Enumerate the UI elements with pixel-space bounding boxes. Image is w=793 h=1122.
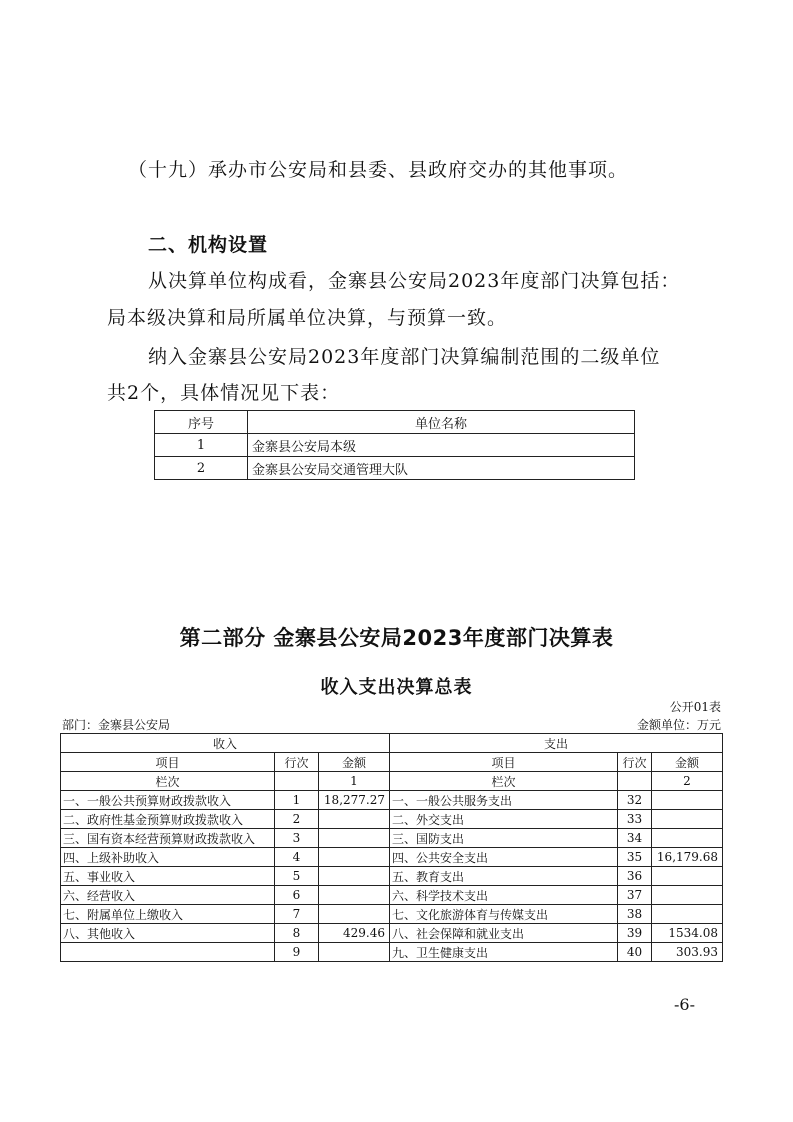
income-row-no: 3 xyxy=(275,829,319,848)
expense-amount xyxy=(652,829,723,848)
paragraph-2-line-1: 纳入金寨县公安局2023年度部门决算编制范围的二级单位 xyxy=(148,346,661,368)
income-amount xyxy=(319,829,390,848)
expense-row-no: 37 xyxy=(618,886,652,905)
income-lanci-label: 栏次 xyxy=(61,772,275,791)
expense-item: 九、卫生健康支出 xyxy=(390,943,618,962)
income-row-no-header: 行次 xyxy=(275,753,319,772)
department-label: 部门：金寨县公安局 xyxy=(62,718,171,732)
income-row-no: 7 xyxy=(275,905,319,924)
income-row-no: 8 xyxy=(275,924,319,943)
amount-unit-label: 金额单位：万元 xyxy=(636,718,721,732)
table-row xyxy=(61,791,723,810)
income-item: 二、政府性基金预算财政拨款收入 xyxy=(61,810,275,829)
income-amount xyxy=(319,943,390,962)
form-number: 公开01表 xyxy=(669,700,721,714)
expense-item: 三、国防支出 xyxy=(390,829,618,848)
income-row-no: 9 xyxy=(275,943,319,962)
header-unit-name: 单位名称 xyxy=(248,411,635,434)
expense-row-no: 39 xyxy=(618,924,652,943)
table-row xyxy=(61,905,723,924)
column-number-row xyxy=(61,772,723,791)
expense-item: 五、教育支出 xyxy=(390,867,618,886)
table-row xyxy=(61,848,723,867)
income-column-number: 1 xyxy=(319,772,390,791)
page-number: -6- xyxy=(674,995,695,1014)
table-body xyxy=(61,791,723,962)
expense-row-no: 38 xyxy=(618,905,652,924)
expense-row-no: 36 xyxy=(618,867,652,886)
income-amount xyxy=(319,810,390,829)
expense-amount: 303.93 xyxy=(652,943,723,962)
row-seq: 2 xyxy=(155,457,248,480)
income-header: 收入 xyxy=(61,734,390,753)
table-row xyxy=(61,810,723,829)
section-header-row xyxy=(61,734,723,753)
unit-table-header xyxy=(155,411,635,434)
empty-cell xyxy=(275,772,319,791)
row-unit-name: 金寨县公安局本级 xyxy=(248,434,635,457)
column-header-row xyxy=(61,753,723,772)
income-amount: 18,277.27 xyxy=(319,791,390,810)
table-row xyxy=(61,829,723,848)
income-row-no: 2 xyxy=(275,810,319,829)
expense-item: 二、外交支出 xyxy=(390,810,618,829)
expense-amount xyxy=(652,791,723,810)
row-seq: 1 xyxy=(155,434,248,457)
expense-row-no: 34 xyxy=(618,829,652,848)
expense-item: 一、一般公共服务支出 xyxy=(390,791,618,810)
income-row-no: 5 xyxy=(275,867,319,886)
income-item: 七、附属单位上缴收入 xyxy=(61,905,275,924)
income-amount xyxy=(319,905,390,924)
income-item: 一、一般公共预算财政拨款收入 xyxy=(61,791,275,810)
income-amount xyxy=(319,867,390,886)
expense-amount: 1534.08 xyxy=(652,924,723,943)
income-row-no: 6 xyxy=(275,886,319,905)
expense-amount-header: 金额 xyxy=(652,753,723,772)
section-19-text: （十九）承办市公安局和县委、县政府交办的其他事项。 xyxy=(128,159,629,181)
income-row-no: 4 xyxy=(275,848,319,867)
expense-column-number: 2 xyxy=(652,772,723,791)
income-item xyxy=(61,943,275,962)
row-unit-name: 金寨县公安局交通管理大队 xyxy=(248,457,635,480)
income-item: 五、事业收入 xyxy=(61,867,275,886)
expense-item: 七、文化旅游体育与传媒支出 xyxy=(390,905,618,924)
header-seq: 序号 xyxy=(155,411,248,434)
income-item: 四、上级补助收入 xyxy=(61,848,275,867)
expense-item: 四、公共安全支出 xyxy=(390,848,618,867)
expense-amount xyxy=(652,905,723,924)
section-2-heading: 二、机构设置 xyxy=(148,234,269,256)
expense-amount: 16,179.68 xyxy=(652,848,723,867)
expense-row-no: 33 xyxy=(618,810,652,829)
income-row-no: 1 xyxy=(275,791,319,810)
income-amount xyxy=(319,848,390,867)
expense-amount xyxy=(652,867,723,886)
expense-item: 六、科学技术支出 xyxy=(390,886,618,905)
paragraph-2-line-2: 共2个，具体情况见下表： xyxy=(107,382,341,404)
income-amount: 429.46 xyxy=(319,924,390,943)
table-row xyxy=(61,924,723,943)
expense-row-no-header: 行次 xyxy=(618,753,652,772)
part-2-title: 第二部分 金寨县公安局2023年度部门决算表 xyxy=(179,626,614,650)
expense-item-header: 项目 xyxy=(390,753,618,772)
table-row xyxy=(61,867,723,886)
empty-cell xyxy=(618,772,652,791)
expense-header: 支出 xyxy=(390,734,723,753)
income-item: 八、其他收入 xyxy=(61,924,275,943)
table-row xyxy=(61,886,723,905)
expense-lanci-label: 栏次 xyxy=(390,772,618,791)
expense-item: 八、社会保障和就业支出 xyxy=(390,924,618,943)
expense-amount xyxy=(652,886,723,905)
table-title: 收入支出决算总表 xyxy=(320,677,473,698)
paragraph-1-line-2: 局本级决算和局所属单位决算，与预算一致。 xyxy=(107,307,508,329)
paragraph-1-line-1: 从决算单位构成看，金寨县公安局2023年度部门决算包括： xyxy=(148,270,681,292)
income-amount xyxy=(319,886,390,905)
expense-row-no: 32 xyxy=(618,791,652,810)
table-row xyxy=(155,457,635,480)
expense-amount xyxy=(652,810,723,829)
table-row xyxy=(155,434,635,457)
income-item-header: 项目 xyxy=(61,753,275,772)
income-expense-table xyxy=(60,733,723,962)
expense-row-no: 40 xyxy=(618,943,652,962)
expense-row-no: 35 xyxy=(618,848,652,867)
income-item: 三、国有资本经营预算财政拨款收入 xyxy=(61,829,275,848)
income-amount-header: 金额 xyxy=(319,753,390,772)
unit-table xyxy=(154,410,635,480)
income-item: 六、经营收入 xyxy=(61,886,275,905)
table-row xyxy=(61,943,723,962)
